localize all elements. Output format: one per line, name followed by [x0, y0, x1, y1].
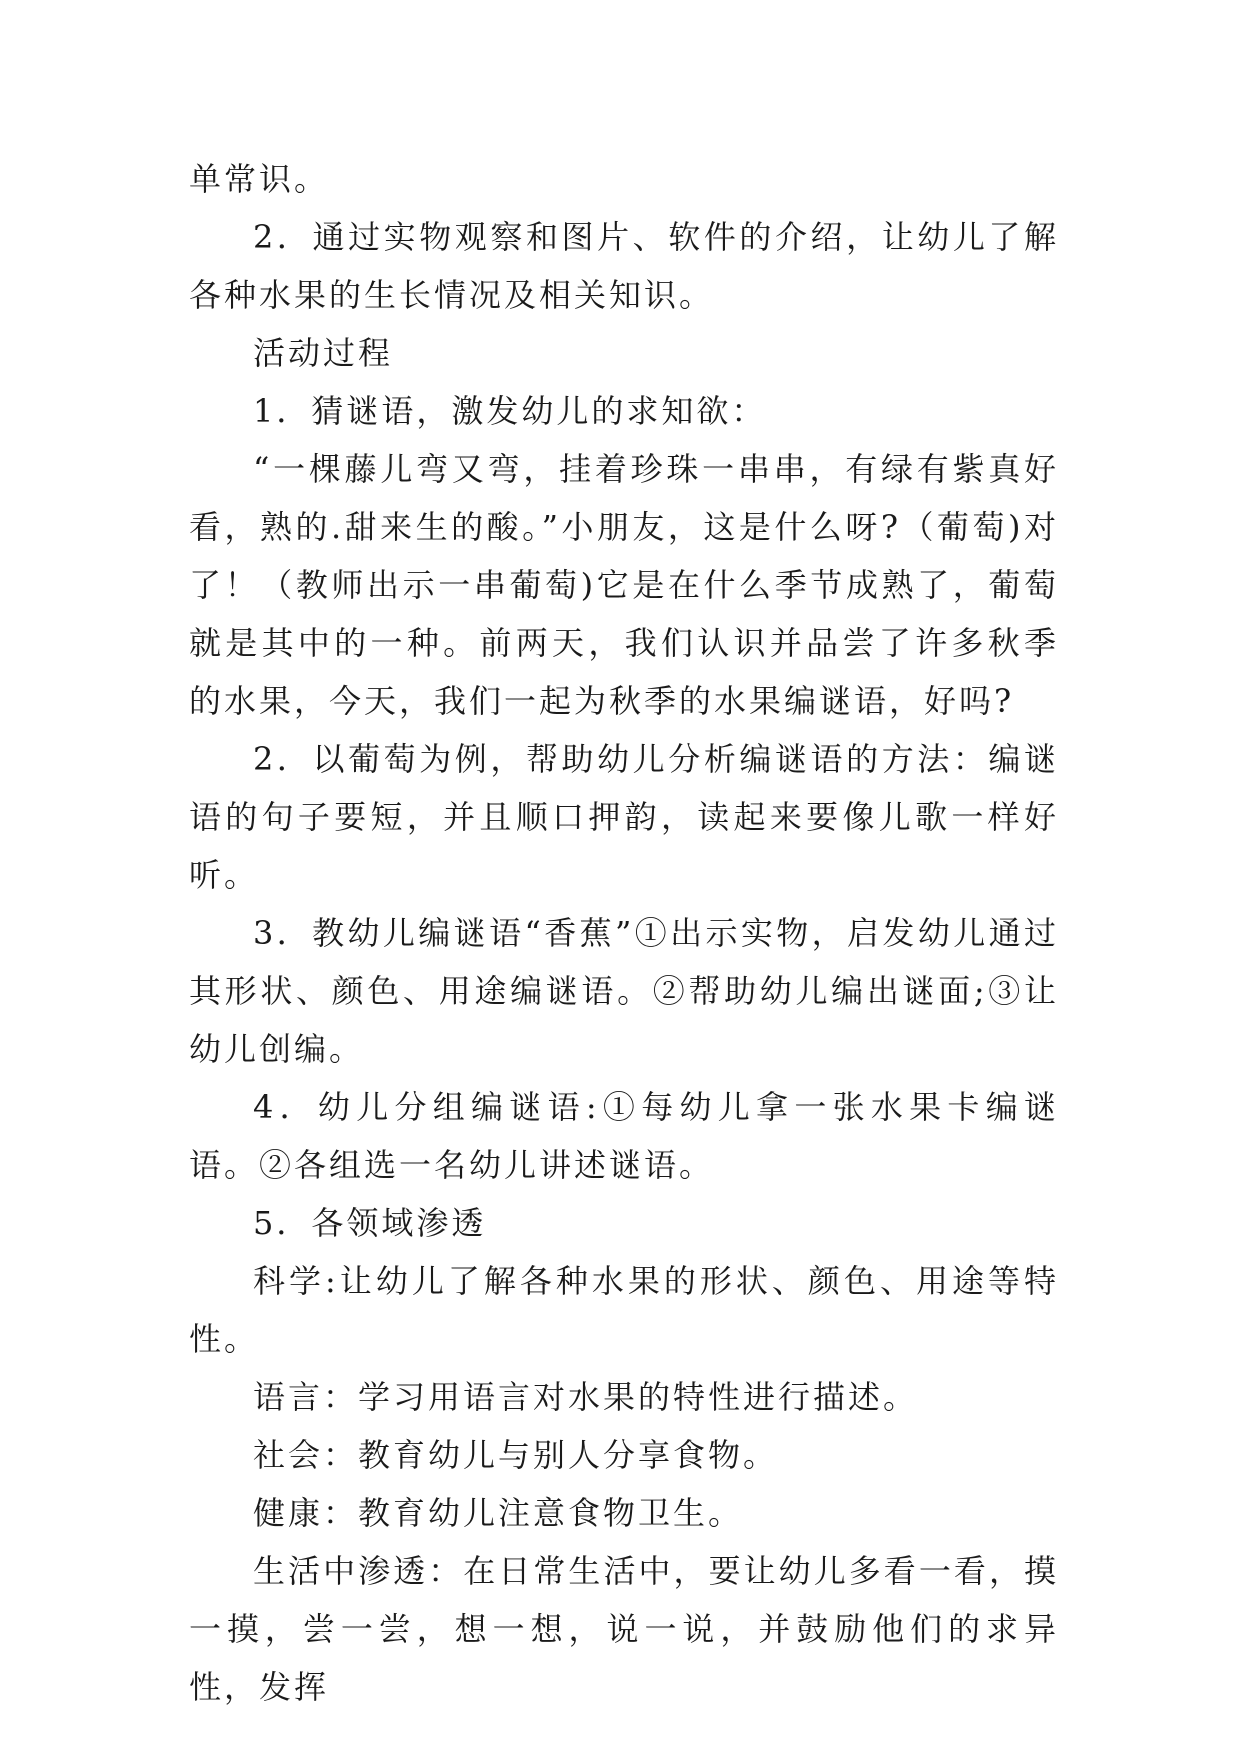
document-body — [189, 150, 1059, 1716]
paragraph-step-3: 3．教幼儿编谜语“香蕉”①出示实物，启发幼儿通过其形状、颜色、用途编谜语。②帮助幼儿编出谜面;③让幼儿创编。 — [189, 914, 1059, 1068]
paragraph-language: 语言：学习用语言对水果的特性进行描述。 — [253, 1378, 919, 1416]
paragraph-1: 单常识。 — [189, 160, 330, 198]
paragraph-step-4: 4．幼儿分组编谜语:①每幼儿拿一张水果卡编谜语。②各组选一名幼儿讲述谜语。 — [189, 1088, 1059, 1184]
paragraph-step-5: 5．各领域渗透 — [253, 1204, 487, 1242]
paragraph-science: 科学:让幼儿了解各种水果的形状、颜色、用途等特性。 — [189, 1262, 1059, 1358]
section-heading-activity-process: 活动过程 — [253, 334, 394, 372]
paragraph-society: 社会：教育幼儿与别人分享食物。 — [253, 1436, 779, 1474]
paragraph-daily-life: 生活中渗透：在日常生活中，要让幼儿多看一看，摸一摸，尝一尝，想一想，说一说，并鼓励他们的求异性，发挥 — [189, 1552, 1059, 1706]
paragraph-riddle: “一棵藤儿弯又弯，挂着珍珠一串串，有绿有紫真好看，熟的.甜来生的酸。”小朋友，这是什么呀?（葡萄)对了！（教师出示一串葡萄)它是在什么季节成熟了，葡萄就是其中的一种。前两天，我们认识并品尝了许多秋季的水果，今天，我们一起为秋季的水果编谜语，好吗? — [189, 450, 1059, 720]
paragraph-health: 健康：教育幼儿注意食物卫生。 — [253, 1494, 744, 1532]
paragraph-step-1: 1．猜谜语，激发幼儿的求知欲： — [253, 392, 767, 430]
paragraph-2: 2．通过实物观察和图片、软件的介绍，让幼儿了解各种水果的生长情况及相关知识。 — [189, 218, 1059, 314]
paragraph-step-2: 2．以葡萄为例，帮助幼儿分析编谜语的方法：编谜语的句子要短，并且顺口押韵，读起来要像儿歌一样好听。 — [189, 740, 1059, 894]
